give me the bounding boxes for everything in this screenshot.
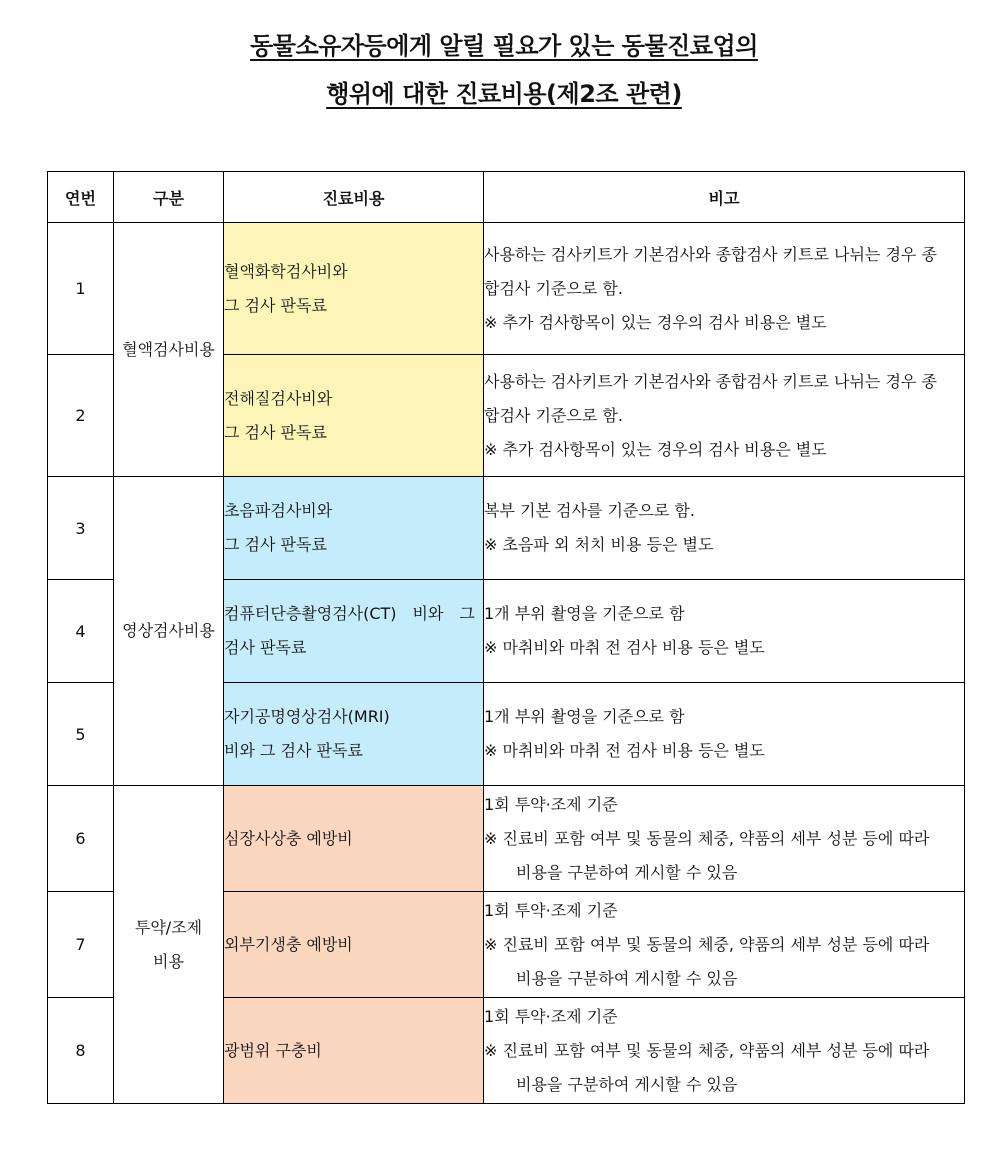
- table-row: [48, 786, 965, 892]
- fee-item: 전해질검사비와 그 검사 판독료: [224, 355, 484, 477]
- row-number: 4: [48, 580, 114, 683]
- table-row: [48, 223, 965, 355]
- fee-note: 1회 투약·조제 기준 ※ 진료비 포함 여부 및 동물의 체중, 약품의 세부 성분 등에 따라 비용을 구분하여 게시할 수 있음: [484, 786, 965, 892]
- fee-item: 초음파검사비와 그 검사 판독료: [224, 477, 484, 580]
- row-number: 6: [48, 786, 114, 892]
- header-no: 연번: [48, 172, 114, 223]
- fee-item: 혈액화학검사비와 그 검사 판독료: [224, 223, 484, 355]
- header-item: 진료비용: [224, 172, 484, 223]
- fee-note: 1회 투약·조제 기준 ※ 진료비 포함 여부 및 동물의 체중, 약품의 세부 성분 등에 따라 비용을 구분하여 게시할 수 있음: [484, 892, 965, 998]
- fee-table: [47, 171, 965, 1104]
- table-header-row: [48, 172, 965, 223]
- row-number: 1: [48, 223, 114, 355]
- fee-note: 사용하는 검사키트가 기본검사와 종합검사 키트로 나뉘는 경우 종 합검사 기준으로 함. ※ 추가 검사항목이 있는 경우의 검사 비용은 별도: [484, 223, 965, 355]
- page-title-line2: 행위에 대한 진료비용(제2조 관련): [326, 80, 682, 108]
- row-number: 2: [48, 355, 114, 477]
- row-number: 5: [48, 683, 114, 786]
- fee-item: 외부기생충 예방비: [224, 892, 484, 998]
- row-number: 7: [48, 892, 114, 998]
- fee-note: 1회 투약·조제 기준 ※ 진료비 포함 여부 및 동물의 체중, 약품의 세부 성분 등에 따라 비용을 구분하여 게시할 수 있음: [484, 998, 965, 1104]
- fee-note: 복부 기본 검사를 기준으로 함. ※ 초음파 외 처치 비용 등은 별도: [484, 477, 965, 580]
- row-number: 3: [48, 477, 114, 580]
- table-row: [48, 477, 965, 580]
- category-imaging: 영상검사비용: [114, 477, 224, 786]
- category-blood: 혈액검사비용: [114, 223, 224, 477]
- fee-item: 광범위 구충비: [224, 998, 484, 1104]
- fee-item: 컴퓨터단층촬영검사(CT) 비와 그 검사 판독료: [224, 580, 484, 683]
- page-title-line1: 동물소유자등에게 알릴 필요가 있는 동물진료업의: [250, 32, 758, 60]
- fee-item: 자기공명영상검사(MRI) 비와 그 검사 판독료: [224, 683, 484, 786]
- header-note: 비고: [484, 172, 965, 223]
- header-category: 구분: [114, 172, 224, 223]
- fee-note: 사용하는 검사키트가 기본검사와 종합검사 키트로 나뉘는 경우 종 합검사 기준으로 함. ※ 추가 검사항목이 있는 경우의 검사 비용은 별도: [484, 355, 965, 477]
- fee-note: 1개 부위 촬영을 기준으로 함 ※ 마취비와 마취 전 검사 비용 등은 별도: [484, 683, 965, 786]
- category-medication: 투약/조제 비용: [114, 786, 224, 1104]
- fee-item: 심장사상충 예방비: [224, 786, 484, 892]
- fee-note: 1개 부위 촬영을 기준으로 함 ※ 마취비와 마취 전 검사 비용 등은 별도: [484, 580, 965, 683]
- row-number: 8: [48, 998, 114, 1104]
